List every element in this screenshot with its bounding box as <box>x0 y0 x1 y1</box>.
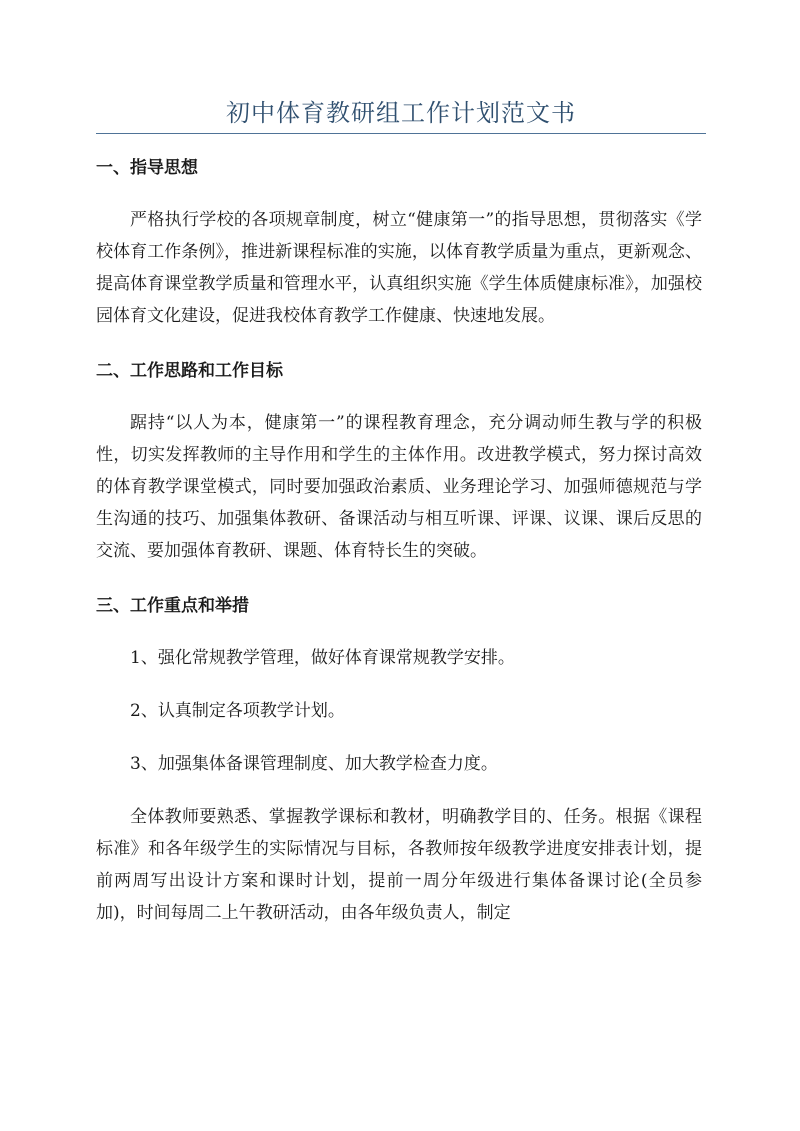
list-item: 3、加强集体备课管理制度、加大教学检查力度。 <box>130 754 498 774</box>
section-paragraph-guiding-ideology: 严格执行学校的各项规章制度，树立“健康第一”的指导思想，贯彻落实《学校体育工作条例》，推进新课程标准的实施，以体育教学质量为重点，更新观念、提高体育课堂教学质量和管理水平，认真组织实施《学生体质健康标准》，加强校园体育文化建设，促进我校体育教学工作健康、快速地发展。 <box>96 210 702 326</box>
section-heading-work-goals: 二、工作思路和工作目标 <box>96 361 283 381</box>
section-heading-guiding-ideology: 一、指导思想 <box>96 158 198 178</box>
section-paragraph-work-goals: 踞持“以人为本，健康第一”的课程教育理念，充分调动师生教与学的积极性，切实发挥教师的主导作用和学生的主体作用。改进教学模式，努力探讨高效的体育教学课堂模式，同时要加强政治素质、业务理论学习、加强师德规范与学生沟通的技巧、加强集体教研、备课活动与相互听课、评课、议课、课后反思的交流、要加强体育教研、课题、体育特长生的突破。 <box>96 413 702 561</box>
title-underline <box>96 133 706 134</box>
section-heading-key-measures: 三、工作重点和举措 <box>96 596 249 616</box>
list-item: 2、认真制定各项教学计划。 <box>130 701 345 721</box>
document-body <box>96 152 702 929</box>
list-item: 1、强化常规教学管理，做好体育课常规教学安排。 <box>130 648 515 668</box>
section-paragraph-key-measures: 全体教师要熟悉、掌握教学课标和教材，明确教学目的、任务。根据《课程标准》和各年级学生的实际情况与目标，各教师按年级教学进度安排表计划，提前两周写出设计方案和课时计划，提前一周分年级进行集体备课讨论(全员参加)，时间每周二上午教研活动，由各年级负责人，制定 <box>96 807 702 923</box>
document-title: 初中体育教研组工作计划范文书 <box>226 99 576 127</box>
